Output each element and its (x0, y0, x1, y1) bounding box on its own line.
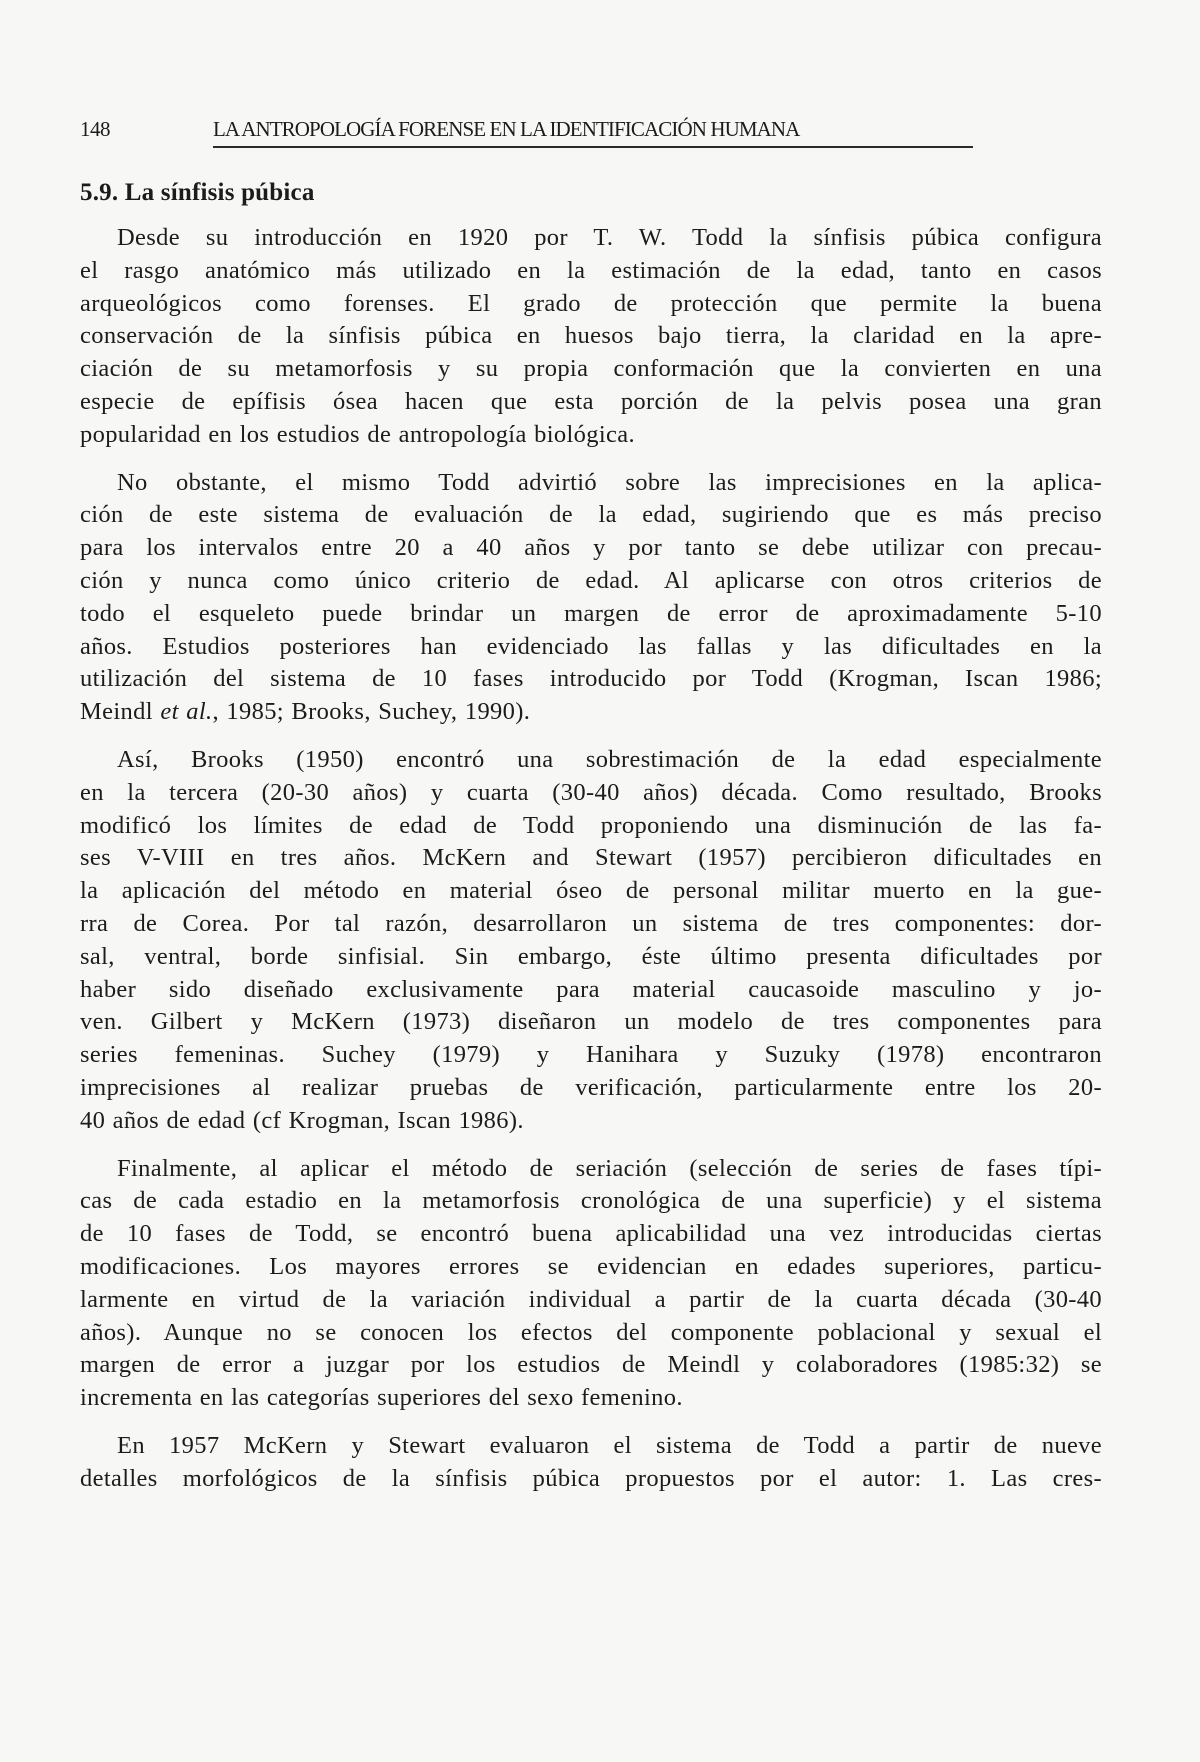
text-line: haber sido diseñado exclusivamente para material caucasoide masculino y jo- (80, 975, 1102, 1003)
text-line: la aplicación del método en material óseo de personal militar muerto en la gue- (80, 877, 1102, 905)
text-line: modificó los límites de edad de Todd proponiendo una disminución de las fa- (80, 811, 1102, 839)
text-line: arqueológicos como forenses. El grado de protección que permite la buena (80, 289, 1102, 317)
paragraph-3 (80, 744, 1102, 1138)
running-head (80, 116, 980, 152)
text-line: conservación de la sínfisis púbica en huesos bajo tierra, la claridad en la apre- (80, 322, 1102, 350)
text-line: series femeninas. Suchey (1979) y Hanihara y Suzuky (1978) encontraron (80, 1041, 1102, 1069)
text-line: en la tercera (20-30 años) y cuarta (30-40 años) década. Como resultado, Brooks (80, 778, 1102, 806)
text-line: ciación de su metamorfosis y su propia conformación que la convierten en una (80, 355, 1102, 383)
body-text (80, 222, 1102, 1510)
text-line: rra de Corea. Por tal razón, desarrollaron un sistema de tres componentes: dor- (80, 909, 1102, 937)
text-line: Así, Brooks (1950) encontró una sobrestimación de la edad especialmente (117, 745, 1102, 773)
paragraph-4 (80, 1153, 1102, 1415)
text-line: margen de error a juzgar por los estudios de Meindl y colaboradores (1985:32) se (80, 1351, 1102, 1379)
text-line: ven. Gilbert y McKern (1973) diseñaron un modelo de tres componentes para (80, 1008, 1102, 1036)
text-line: sal, ventral, borde sinfisial. Sin embargo, éste último presenta dificultades por (80, 942, 1102, 970)
text-line (80, 696, 1102, 729)
page-number: 148 (80, 117, 110, 141)
text-line: ción de este sistema de evaluación de la edad, sugiriendo que es más preciso (80, 501, 1102, 529)
text-line: detalles morfológicos de la sínfisis púbica propuestos por el autor: 1. Las cres- (80, 1464, 1102, 1492)
text-line: años. Estudios posteriores han evidenciado las fallas y las dificultades en la (80, 632, 1102, 660)
text-line: de 10 fases de Todd, se encontró buena aplicabilidad una vez introducidas ciertas (80, 1220, 1102, 1248)
section-heading: 5.9. La sínfisis púbica (80, 179, 315, 206)
paragraph-2 (80, 467, 1102, 729)
paragraph-5 (80, 1430, 1102, 1496)
text-line: cas de cada estadio en la metamorfosis cronológica de una superficie) y el sistema (80, 1187, 1102, 1215)
text-line: En 1957 McKern y Stewart evaluaron el sistema de Todd a partir de nueve (117, 1431, 1102, 1459)
text-line: imprecisiones al realizar pruebas de verificación, particularmente entre los 20- (80, 1073, 1102, 1101)
citation-text: , 1985; Brooks, Suchey, 1990). (212, 698, 531, 726)
text-line: especie de epífisis ósea hacen que esta porción de la pelvis posea una gran (80, 387, 1102, 415)
text-line: años). Aunque no se conocen los efectos del componente poblacional y sexual el (80, 1318, 1102, 1346)
text-line: modificaciones. Los mayores errores se evidencian en edades superiores, particu- (80, 1252, 1102, 1280)
text-line: utilización del sistema de 10 fases introducido por Todd (Krogman, Iscan 1986; (80, 665, 1102, 693)
text-line: No obstante, el mismo Todd advirtió sobre las imprecisiones en la aplica- (117, 468, 1102, 496)
text-line: larmente en virtud de la variación individual a partir de la cuarta década (30-40 (80, 1285, 1102, 1313)
text-line: 40 años de edad (cf Krogman, Iscan 1986). (80, 1106, 524, 1134)
citation-text: Meindl (80, 698, 161, 726)
text-line: el rasgo anatómico más utilizado en la estimación de la edad, tanto en casos (80, 256, 1102, 284)
text-line: ses V-VIII en tres años. McKern and Stewart (1957) percibieron dificultades en (80, 844, 1102, 872)
text-line: ción y nunca como único criterio de edad. Al aplicarse con otros criterios de (80, 566, 1102, 594)
running-title: LA ANTROPOLOGÍA FORENSE EN LA IDENTIFICACIÓN HUMANA (213, 116, 973, 148)
text-line: incrementa en las categorías superiores del sexo femenino. (80, 1384, 683, 1412)
text-line: Finalmente, al aplicar el método de seriación (selección de series de fases típi- (117, 1154, 1102, 1182)
text-line: todo el esqueleto puede brindar un margen de error de aproximadamente 5-10 (80, 599, 1102, 627)
text-line: para los intervalos entre 20 a 40 años y por tanto se debe utilizar con precau- (80, 534, 1102, 562)
paragraph-1 (80, 222, 1102, 452)
text-line: Desde su introducción en 1920 por T. W. Todd la sínfisis púbica configura (117, 224, 1102, 251)
text-line: popularidad en los estudios de antropología biológica. (80, 420, 635, 448)
italic-et-al: et al. (160, 698, 213, 726)
